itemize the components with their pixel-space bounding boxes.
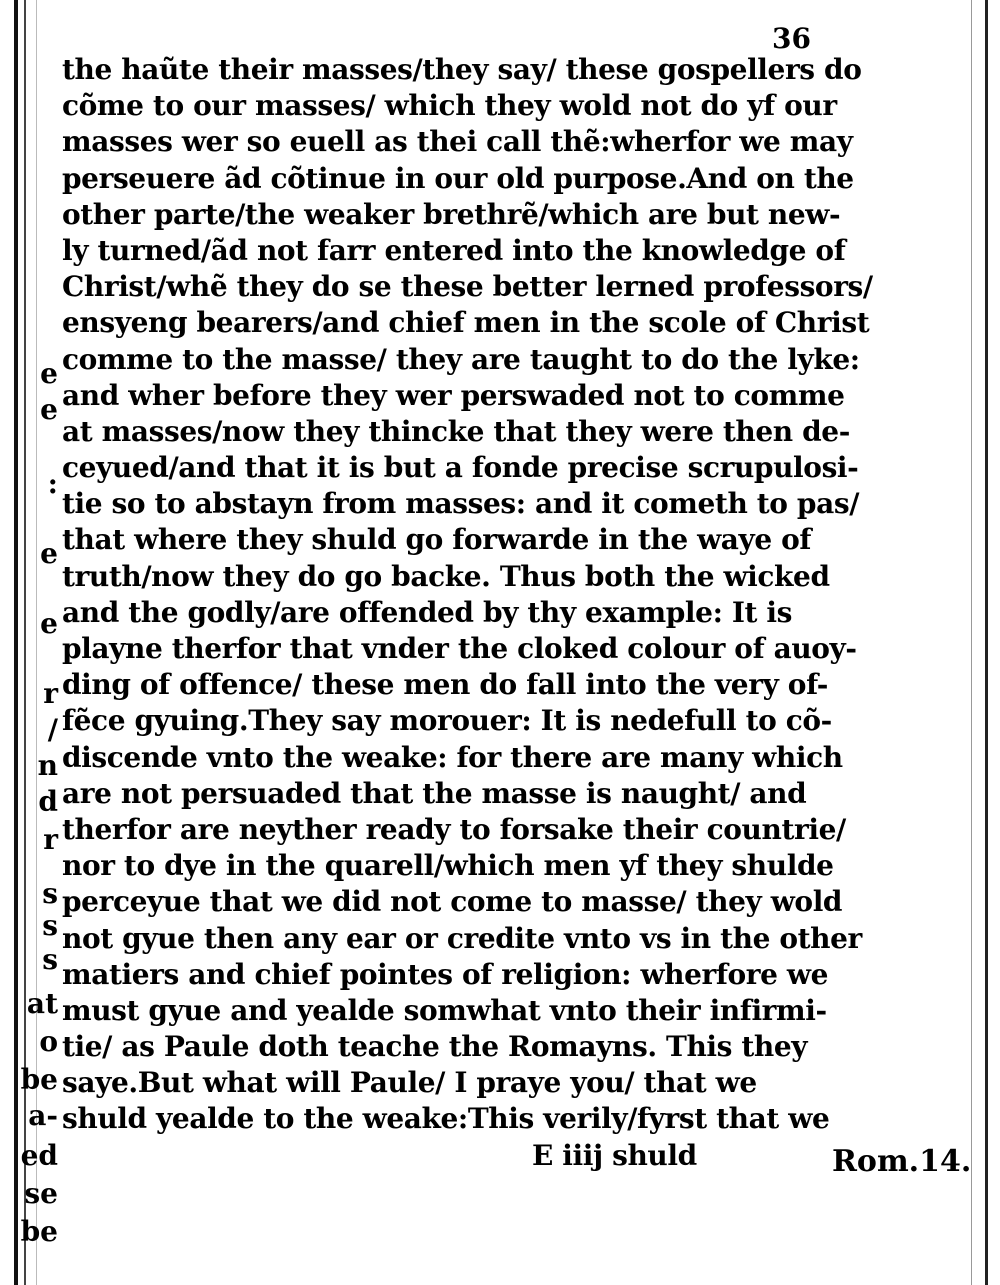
facing-page-fragment: d	[38, 785, 58, 818]
facing-page-fragment: s	[42, 877, 58, 910]
text-line: truth/now they do go backe. Thus both the wicked	[62, 559, 830, 593]
text-line: must gyue and yealde somwhat vnto their infirmi-	[62, 993, 827, 1027]
signature-catchword-line: E iiij shuld	[532, 1138, 697, 1172]
facing-page-fragment: be	[20, 1063, 58, 1096]
text-line: are not persuaded that the masse is naught/ and	[62, 776, 807, 810]
text-line: tie/ as Paule doth teache the Romayns. This they	[62, 1030, 808, 1064]
text-line: other parte/the weaker brethrẽ/which are but new-	[62, 197, 841, 231]
text-line: cõme to our masses/ which they wold not do yf our	[62, 89, 837, 123]
text-line: discende vnto the weake: for there are many which	[62, 740, 843, 774]
left-gutter-facing-page	[0, 0, 60, 1285]
text-line: comme to the masse/ they are taught to do the lyke:	[62, 342, 860, 376]
text-line: ly turned/ãd not farr entered into the knowledge of	[62, 233, 846, 267]
text-line: ceyued/and that it is but a fonde precise scrupulosi-	[62, 451, 859, 485]
facing-page-fragment: be	[20, 1215, 58, 1248]
text-line: masses wer so euell as thei call thẽ:wherfor we may	[62, 125, 853, 159]
text-line: and the godly/are offended by thy example: It is	[62, 595, 793, 629]
body-text	[62, 52, 873, 1174]
text-line: nor to dye in the quarell/which men yf they shulde	[62, 849, 834, 883]
page-number: 36	[772, 22, 811, 55]
facing-page-fragment: e	[40, 393, 58, 426]
text-line: ensyeng bearers/and chief men in the scole of Christ	[62, 306, 870, 340]
facing-page-fragment: s	[42, 909, 58, 942]
facing-page-fragment: e	[40, 537, 58, 570]
facing-page-fragment: o	[39, 1025, 58, 1058]
text-line: that where they shuld go forwarde in the waye of	[62, 523, 812, 557]
facing-page-fragment: n	[37, 749, 58, 782]
text-line: tie so to abstayn from masses: and it cometh to pas/	[62, 487, 860, 521]
facing-page-fragment: at	[26, 987, 58, 1020]
page-edge-rule-faint	[971, 0, 972, 1285]
text-line: and wher before they wer perswaded not to comme	[62, 378, 845, 412]
facing-page-fragment: /	[47, 713, 58, 746]
margin-note-reference: Rom.14.	[832, 1144, 972, 1179]
text-line: perceyue that we did not come to masse/ they wold	[62, 885, 843, 919]
facing-page-fragment: e	[40, 607, 58, 640]
facing-page-fragment: s	[42, 943, 58, 976]
facing-page-fragment: e	[40, 357, 58, 390]
facing-page-fragment: se	[24, 1177, 58, 1210]
facing-page-fragment: ed	[20, 1139, 58, 1172]
text-line: fẽce gyuing.They say morouer: It is nedefull to cõ-	[62, 704, 832, 738]
facing-page-fragment: r	[43, 677, 58, 710]
facing-page-fragment: a-	[28, 1099, 58, 1132]
text-line: matiers and chief pointes of religion: wherfore we	[62, 957, 829, 991]
text-line: at masses/now they thincke that they were then de-	[62, 414, 850, 448]
right-page-edge	[940, 0, 1000, 1285]
page-edge-rule	[985, 0, 988, 1285]
facing-page-fragment: :	[47, 467, 58, 500]
text-line: not gyue then any ear or credite vnto vs in the other	[62, 921, 862, 955]
text-line: playne therfor that vnder the cloked colour of auoy-	[62, 632, 857, 665]
text-line: perseuere ãd cõtinue in our old purpose.And on the	[62, 161, 854, 195]
text-line: the haũte their masses/they say/ these gospellers do	[62, 53, 862, 86]
text-line: ding of offence/ these men do fall into the very of-	[62, 668, 828, 702]
text-line: shuld yealde to the weake:This verily/fyrst that we	[62, 1102, 830, 1136]
text-line: Christ/whẽ they do se these better lerned professors/	[62, 270, 873, 304]
text-line: saye.But what will Paule/ I praye you/ that we	[62, 1066, 757, 1100]
facing-page-fragment: r	[43, 823, 58, 856]
text-line: therfor are neyther ready to forsake their countrie/	[62, 812, 846, 846]
